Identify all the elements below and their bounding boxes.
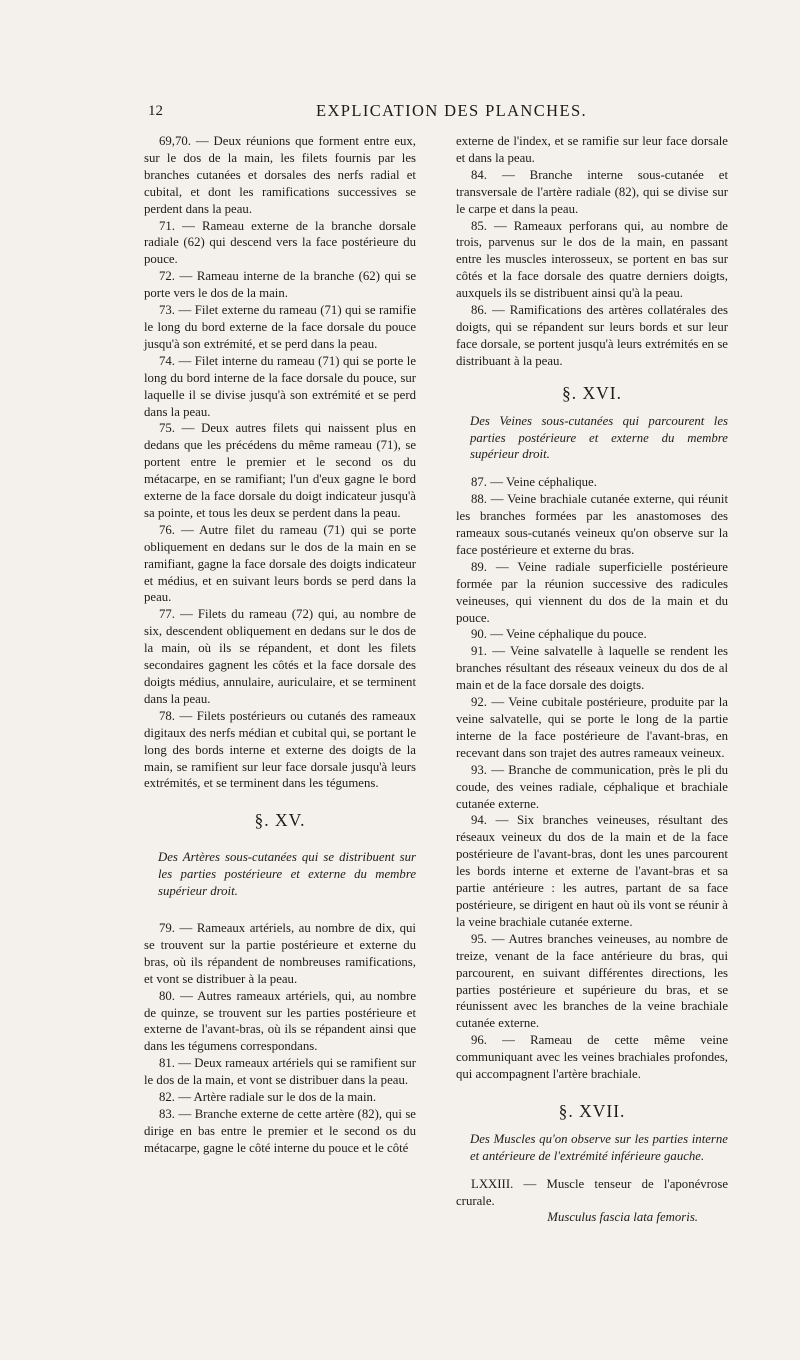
entry: 77. — Filets du rameau (72) qui, au nombre de six, descendent obliquement en dedans sur le dos de la main, où ils se répandent, et dont les filets secondaires gagnent les côtés et la face dorsale des doigts médius, annulaire, auriculaire, et se terminent dans la peau. xyxy=(144,607,416,706)
entry: 71. — Rameau externe de la branche dorsale radiale (62) qui descend vers la face postérieure du pouce. xyxy=(144,218,416,267)
entry: 75. — Deux autres filets qui naissent plus en dedans que les précédens du même rameau (71), se portent entre le premier et le second os du métacarpe, en se ramifiant; l'un d'eux gagne le bord externe de la face dorsale du doigt indicateur jusqu'à sa pointe, et tous les deux se perdent dans la peau. xyxy=(144,421,416,520)
entry: externe de l'index, et se ramifie sur leur face dorsale et dans la peau. xyxy=(456,134,728,165)
section-heading-xvii: §. XVII. xyxy=(558,1100,626,1121)
entry: 89. — Veine radiale superficielle postérieure formée par la réunion successive des radicules veineuses, qui viennent du dos de la main et du pouce. xyxy=(456,559,728,625)
entry: 84. — Branche interne sous-cutanée et transversale de l'artère radiale (82), qui se divise sur le carpe et dans la peau. xyxy=(456,167,728,216)
entry: 78. — Filets postérieurs ou cutanés des rameaux digitaux des nerfs médian et cubital qui, se portant le long des bords interne et externe des doigts de la main, se ramifient sur leur face dorsale jusqu'à leurs extrémités, et se terminent dans les tégumens. xyxy=(144,708,416,791)
entry: 86. — Ramifications des artères collatérales des doigts, qui se répandent sur leurs bords et sur leur face dorsale, se portent jusqu'à leurs extrémités en se distribuant à la peau. xyxy=(456,303,728,368)
entry: 76. — Autre filet du rameau (71) qui se porte obliquement en dedans sur le dos de la main en se ramifiant, gagne la face dorsale des doigts indicateur et médius, et en suivant leurs bords se perd dans la peau. xyxy=(144,522,416,605)
section-heading-xvi: §. XVI. xyxy=(562,382,622,403)
entry: 93. — Branche de communication, près le pli du coude, des veines radiale, céphalique et brachiale cutanée externe. xyxy=(456,762,728,811)
section-subtitle-xvi: Des Veines sous-cutanées qui parcourent les parties postérieure et externe du membre supérieur droit. xyxy=(470,413,728,462)
section-subtitle-xvii: Des Muscles qu'on observe sur les parties interne et antérieure de l'extrémité inférieure gauche. xyxy=(470,1131,728,1163)
entry: 88. — Veine brachiale cutanée externe, qui réunit les branches formées par les anastomoses des rameaux sous-cutanés veineux qu'on observe sur la face postérieure et externe du bras. xyxy=(456,492,728,557)
entry: 79. — Rameaux artériels, au nombre de dix, qui se trouvent sur la partie postérieure et externe du bras, où ils répandent de nombreuses ramifications, et vont se distribuer à la peau. xyxy=(144,920,416,986)
entry: 73. — Filet externe du rameau (71) qui se ramifie le long du bord externe de la face dorsale du pouce jusqu'à son extrémité, et se perd dans la peau. xyxy=(144,303,416,351)
section-heading-xv: §. XV. xyxy=(254,810,306,831)
running-title: EXPLICATION DES PLANCHES. xyxy=(316,101,588,120)
entry: 94. — Six branches veineuses, résultant des réseaux veineux du dos de la main et de la face postérieure de l'avant-bras, dont les unes parcourent les bords interne et externe de l'avant-bras et sa partie antérieure : les autres, partant de sa face postérieure, se dirigent en haut où ils vont se réunir à la veine brachiale cutanée externe. xyxy=(456,813,728,929)
latin-name: Musculus fascia lata femoris. xyxy=(547,1210,698,1225)
entry: 85. — Rameaux perforans qui, au nombre de trois, parvenus sur le dos de la main, en passant entre les muscles interosseux, se portent en bas sur côtés et la face dorsale des quatre derniers doigts, auxquels ils se distribuent ainsi qu'à la peau. xyxy=(456,218,728,301)
entry: 69,70. — Deux réunions que forment entre eux, sur le dos de la main, les filets fournis par les branches cutanées et dorsales des nerfs radial et cubital, et dont les ramifications successives se perdent dans la peau. xyxy=(144,134,416,216)
section-subtitle-xv: Des Artères sous-cutanées qui se distribuent sur les parties postérieure et externe du membre supérieur droit. xyxy=(158,850,416,899)
entry: 82. — Artère radiale sur le dos de la main. xyxy=(159,1090,377,1105)
entry: 92. — Veine cubitale postérieure, produite par la veine salvatelle, qui se porte le long de la partie interne de la face postérieure de l'avant-bras, en recevant dans son trajet des autres rameaux veineux. xyxy=(456,695,728,760)
entry: 91. — Veine salvatelle à laquelle se rendent les branches résultant des réseaux veineux du dos de al main et de la face dorsale des doigts. xyxy=(456,644,728,693)
entry: 72. — Rameau interne de la branche (62) qui se porte vers le dos de la main. xyxy=(144,269,416,301)
left-column xyxy=(144,133,416,1157)
entry: 90. — Veine céphalique du pouce. xyxy=(471,627,647,642)
entry: 87. — Veine céphalique. xyxy=(471,475,597,490)
entry: LXXIII. — Muscle tenseur de l'aponévrose crurale. xyxy=(456,1176,728,1208)
page-number: 12 xyxy=(148,103,163,119)
entry: 81. — Deux rameaux artériels qui se ramifient sur le dos de la main, et vont se distribuer dans la peau. xyxy=(144,1056,416,1088)
right-column xyxy=(456,133,728,1226)
entry: 96. — Rameau de cette même veine communiquant avec les veines brachiales profondes, qui accompagnent l'artère brachiale. xyxy=(456,1033,728,1082)
entry: 80. — Autres rameaux artériels, qui, au nombre de quinze, se trouvent sur les parties postérieure et externe de l'avant-bras, où ils se répandent ainsi que dans les tégumens correspondans. xyxy=(144,988,416,1054)
entry: 74. — Filet interne du rameau (71) qui se porte le long du bord interne de la face dorsale du pouce, sur laquelle il se divise jusqu'à son extrémité et se perd dans la peau. xyxy=(144,353,416,419)
entry: 83. — Branche externe de cette artère (82), qui se dirige en bas entre le premier et le second os du métacarpe, gagne le côté interne du pouce et le côté xyxy=(144,1106,416,1155)
entry: 95. — Autres branches veineuses, au nombre de treize, venant de la face antérieure du bras, qui parcourent, en suivant différentes directions, les parties postérieure et supérieure du bras, et se réunissent avec les branches de la veine brachiale cutanée externe. xyxy=(456,931,728,1031)
